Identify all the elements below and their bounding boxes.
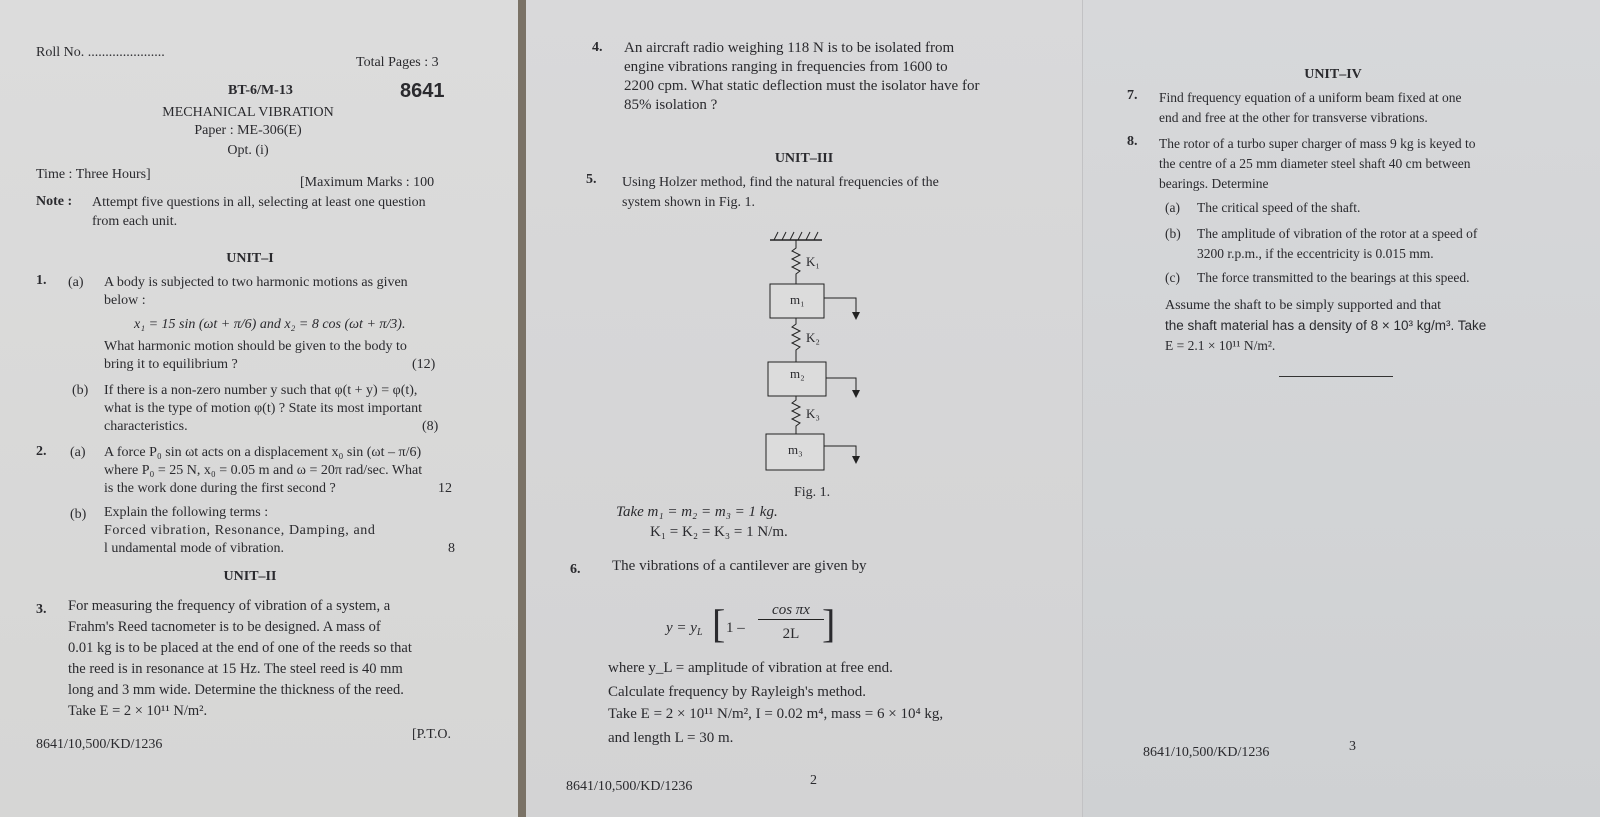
q2a-label: (a) <box>70 445 86 460</box>
spring-k3-icon <box>792 396 800 434</box>
q7-line: Find frequency equation of a uniform beam fixed at one <box>1159 90 1462 105</box>
mass-m2-label: m₂ <box>790 366 805 381</box>
q5-line: Using Holzer method, find the natural frequencies of the <box>622 175 939 190</box>
subject-title: MECHANICAL VIBRATION <box>162 105 334 120</box>
spring-k2-label: K₂ <box>806 330 820 345</box>
exam-page-1 <box>0 0 518 817</box>
q3-line: Frahm's Reed tacnometer is to be designed. A mass of <box>68 619 381 635</box>
q2b-label: (b) <box>70 507 87 522</box>
q1a-line: A body is subjected to two harmonic motions as given <box>104 275 408 290</box>
q2a-line: is the work done during the first second ? <box>104 481 336 496</box>
spring-k2-icon <box>792 318 800 362</box>
q6-line: Calculate frequency by Rayleigh's method. <box>608 684 867 700</box>
spring-k1-icon <box>792 240 800 284</box>
spring-mass-figure <box>756 228 906 484</box>
q6-line: Take E = 2 × 10¹¹ N/m², I = 0.02 m⁴, mass = 6 × 10⁴ kg, <box>608 706 944 722</box>
option-line: Opt. (i) <box>227 143 269 158</box>
q4-line: engine vibrations ranging in frequencies from 1600 to <box>624 59 948 75</box>
right-bracket-icon: ] <box>822 601 836 646</box>
q3-line: Take E = 2 × 10¹¹ N/m². <box>68 703 208 719</box>
q2b-line: Explain the following terms : <box>104 505 269 520</box>
q8a-text: The critical speed of the shaft. <box>1197 200 1361 215</box>
q3-line: the reed is in resonance at 15 Hz. The steel reed is 40 mm <box>68 661 403 677</box>
arrow-m1-icon <box>824 298 856 316</box>
q1a-line: bring it to equilibrium ? <box>104 357 238 372</box>
q5-number: 5. <box>586 172 597 187</box>
q5-given-masses: Take m₁ = m₂ = m₃ = 1 kg. <box>616 504 778 520</box>
time-allowed: Time : Three Hours] <box>36 167 151 182</box>
q4-number: 4. <box>592 40 603 55</box>
exam-page-2 <box>526 0 1082 817</box>
q8-line: the shaft material has a density of 8 × 10³ kg/m³. Take <box>1165 318 1487 333</box>
mass-m3-label: m₃ <box>788 442 803 457</box>
q8b-label: (b) <box>1165 226 1181 241</box>
maximum-marks: [Maximum Marks : 100 <box>300 175 435 190</box>
roll-number: Roll No. ...................... <box>36 45 165 60</box>
unit-4-heading: UNIT–IV <box>1304 67 1362 82</box>
q1-number: 1. <box>36 273 47 288</box>
footer-code: 8641/10,500/KD/1236 <box>36 737 163 752</box>
q8c-text: The force transmitted to the bearings at this speed. <box>1197 270 1470 285</box>
left-bracket-icon: [ <box>712 601 726 646</box>
total-pages: Total Pages : 3 <box>356 55 439 70</box>
paper-number-line: Paper : ME-306(E) <box>194 123 302 138</box>
q6-equation-one: 1 – <box>726 620 745 636</box>
q7-line: end and free at the other for transverse vibrations. <box>1159 110 1428 125</box>
q4-line: 85% isolation ? <box>624 97 718 113</box>
q8c-label: (c) <box>1165 270 1180 285</box>
q2a-marks: 12 <box>438 481 452 496</box>
q3-line: 0.01 kg is to be placed at the end of one of the reeds so that <box>68 640 412 656</box>
q8-line: Assume the shaft to be simply supported and that <box>1165 298 1442 313</box>
q6-equation-lhs: $y = y_L$ <box>666 620 703 638</box>
q2b-marks: 8 <box>448 541 455 556</box>
arrow-m2-icon <box>826 378 856 394</box>
q6-number: 6. <box>570 562 581 577</box>
end-rule <box>1279 376 1393 377</box>
q3-line: For measuring the frequency of vibration of a system, a <box>68 598 391 614</box>
q8-line: The rotor of a turbo super charger of mass 9 kg is keyed to <box>1159 136 1476 151</box>
paper-number: 8641 <box>400 80 445 102</box>
q6-equation-numerator: cos πx <box>758 602 824 620</box>
q1a-marks: (12) <box>412 357 436 372</box>
q8-number: 8. <box>1127 134 1138 149</box>
q6-line: The vibrations of a cantilever are given by <box>612 558 867 574</box>
q1b-line: what is the type of motion φ(t) ? State its most important <box>104 401 422 416</box>
page-number: 2 <box>810 773 817 788</box>
q6-equation-denominator: 2L <box>782 626 800 642</box>
q2a-line: A force P₀ sin ωt acts on a displacement x₀ sin (ωt – π/6) <box>104 445 422 460</box>
q2b-line: Forced vibration, Resonance, Damping, and <box>104 523 376 538</box>
q5-given-stiffness: K₁ = K₂ = K₃ = 1 N/m. <box>650 524 788 540</box>
figure-caption: Fig. 1. <box>794 485 831 500</box>
q3-line: long and 3 mm wide. Determine the thickness of the reed. <box>68 682 404 698</box>
pto-marker: [P.T.O. <box>412 727 452 742</box>
q1b-line: If there is a non-zero number y such that φ(t + y) = φ(t), <box>104 383 418 398</box>
q6-line: where y_L = amplitude of vibration at free end. <box>608 660 893 676</box>
paper-code: BT-6/M-13 <box>228 83 293 98</box>
footer-code: 8641/10,500/KD/1236 <box>1143 745 1270 760</box>
q8-line: E = 2.1 × 10¹¹ N/m². <box>1165 338 1276 353</box>
q1a-line: What harmonic motion should be given to the body to <box>104 339 407 354</box>
q7-number: 7. <box>1127 88 1138 103</box>
q3-number: 3. <box>36 602 47 617</box>
q2a-line: where P₀ = 25 N, x₀ = 0.05 m and ω = 20π rad/sec. What <box>104 463 423 478</box>
q1a-equation: x₁ = 15 sin (ωt + π/6) and x₂ = 8 cos (ωt + π/3). <box>134 317 406 332</box>
q8b-line: The amplitude of vibration of the rotor at a speed of <box>1197 226 1478 241</box>
q8b-line: 3200 r.p.m., if the eccentricity is 0.015 mm. <box>1197 246 1434 261</box>
q8-line: the centre of a 25 mm diameter steel shaft 40 cm between <box>1159 156 1471 171</box>
exam-page-3 <box>1082 0 1600 817</box>
q2-number: 2. <box>36 444 47 459</box>
q1a-line: below : <box>104 293 146 308</box>
unit-2-heading: UNIT–II <box>223 569 277 584</box>
spring-k1-label: K₁ <box>806 254 820 269</box>
q4-line: An aircraft radio weighing 118 N is to be isolated from <box>624 40 955 56</box>
q5-line: system shown in Fig. 1. <box>622 195 756 210</box>
q4-line: 2200 cpm. What static deflection must the isolator have for <box>624 78 980 94</box>
unit-1-heading: UNIT–I <box>226 251 274 266</box>
unit-3-heading: UNIT–III <box>774 151 834 166</box>
q6-line: and length L = 30 m. <box>608 730 734 746</box>
note-label: Note : <box>36 194 73 209</box>
spring-k3-label: K₃ <box>806 406 820 421</box>
q1b-label: (b) <box>72 383 89 398</box>
q1b-marks: (8) <box>422 419 439 434</box>
q8-line: bearings. Determine <box>1159 176 1269 191</box>
q1a-label: (a) <box>68 275 84 290</box>
q8a-label: (a) <box>1165 200 1180 215</box>
arrow-m3-icon <box>824 446 856 460</box>
q2b-line: l undamental mode of vibration. <box>104 541 285 556</box>
fixed-support-icon <box>770 232 822 240</box>
q1b-line: characteristics. <box>104 419 188 434</box>
page-number: 3 <box>1349 739 1356 754</box>
footer-code: 8641/10,500/KD/1236 <box>566 779 693 794</box>
note-text-1: Attempt five questions in all, selecting at least one question <box>92 195 426 210</box>
mass-m1-label: m₁ <box>790 292 805 307</box>
note-text-2: from each unit. <box>92 214 178 229</box>
